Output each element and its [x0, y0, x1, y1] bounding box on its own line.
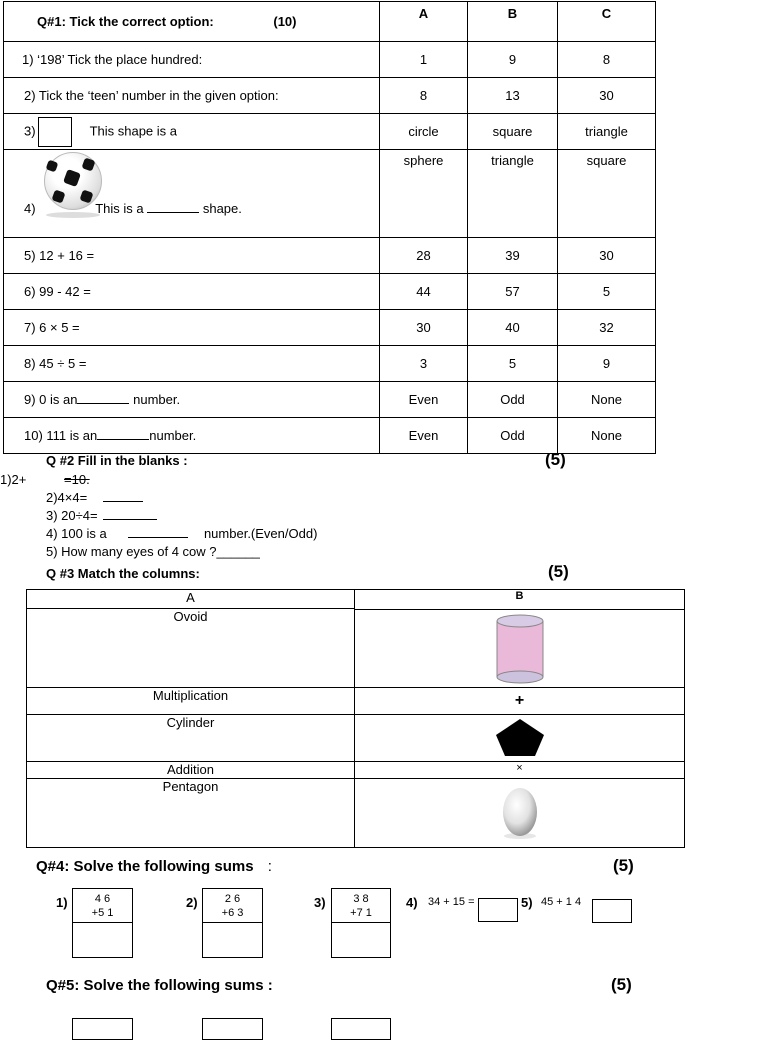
q1-marks: (10): [273, 14, 297, 29]
cylinder-icon: [490, 612, 550, 684]
q2-title: Q #2 Fill in the blanks :: [46, 453, 188, 468]
q1-question-8: 8) 45 ÷ 5 =: [4, 346, 380, 382]
q5-title: Q#5: Solve the following sums :: [46, 977, 273, 994]
q1-row1-opt-a[interactable]: 1: [380, 42, 468, 78]
q1-row-9: [4, 382, 656, 418]
q1-row1-opt-b[interactable]: 9: [468, 42, 558, 78]
q1-question-2: 2) Tick the ‘teen’ number in the given option:: [4, 78, 380, 114]
q1-question-5: 5) 12 + 16 =: [4, 238, 380, 274]
q1-row6-opt-b[interactable]: 57: [468, 274, 558, 310]
q5-box-3[interactable]: [331, 1018, 391, 1040]
q4-sum3-line1: 3 8: [353, 893, 369, 905]
q4-marks: (5): [613, 856, 634, 875]
q3-a-ovoid[interactable]: Ovoid: [27, 609, 355, 688]
q3-b-pentagon-cell[interactable]: [355, 715, 685, 762]
q3-title: Q #3 Match the columns:: [46, 566, 200, 581]
q1-row4-opt-c[interactable]: square: [558, 150, 656, 238]
q3-a-addition[interactable]: Addition: [27, 762, 355, 779]
q1-row6-opt-c[interactable]: 5: [558, 274, 656, 310]
q5-box-1[interactable]: [72, 1018, 133, 1040]
q3-a-multiplication[interactable]: Multiplication: [27, 688, 355, 715]
q4-sum1-num: 1): [56, 895, 68, 910]
q1-q4-blank: [147, 212, 199, 213]
q3-col-b-header: B: [355, 590, 685, 609]
q1-q4-num: 4): [24, 201, 36, 216]
q3-a-cylinder[interactable]: Cylinder: [27, 715, 355, 762]
q1-row9-opt-a[interactable]: Even: [380, 382, 468, 418]
q3-line-top-left: [355, 609, 684, 610]
q1-question-4: [4, 150, 380, 238]
q1-question-10: [4, 418, 380, 454]
q1-row-7: [4, 310, 656, 346]
q4-title-colon: :: [267, 858, 272, 875]
q1-row5-opt-a[interactable]: 28: [380, 238, 468, 274]
q1-question-3: [4, 114, 380, 150]
q1-row-4: [4, 150, 656, 238]
q1-row10-opt-b[interactable]: Odd: [468, 418, 558, 454]
q1-row8-opt-a[interactable]: 3: [380, 346, 468, 382]
q5-box-2[interactable]: [202, 1018, 263, 1040]
q1-q9-tail: number.: [133, 392, 181, 407]
q1-q9-blank: [77, 403, 129, 404]
q1-row7-opt-b[interactable]: 40: [468, 310, 558, 346]
q1-row7-opt-a[interactable]: 30: [380, 310, 468, 346]
q2-i4-blank: [128, 537, 188, 538]
q1-row8-opt-c[interactable]: 9: [558, 346, 656, 382]
q4-title: [36, 858, 272, 875]
q4-sum2-lines: [203, 889, 262, 923]
q4-sum5-num: 5): [521, 895, 533, 910]
q3-a-pentagon[interactable]: Pentagon: [27, 779, 355, 848]
q3-b-times[interactable]: ×: [355, 762, 685, 779]
q1-row-10: [4, 418, 656, 454]
q1-title: Q#1: Tick the correct option:: [37, 14, 214, 29]
q1-q4-tail: shape.: [202, 201, 242, 216]
q1-row5-opt-c[interactable]: 30: [558, 238, 656, 274]
q2-item-5: [46, 544, 260, 559]
q4-sum4-text: 34 + 15 =: [428, 896, 475, 908]
q1-q4-line: [24, 201, 242, 216]
q1-q3-text: This shape is a: [89, 122, 177, 138]
q1-row7-opt-c[interactable]: 32: [558, 310, 656, 346]
q1-question-7: 7) 6 × 5 =: [4, 310, 380, 346]
q2-i4-text: 4) 100 is a: [46, 526, 107, 541]
q1-q10-tail: number.: [149, 428, 197, 443]
col-c-header: C: [558, 2, 656, 42]
q2-i1-end: =10.: [64, 472, 90, 487]
q4-sum1-line1: 4 6: [94, 893, 111, 905]
q3-col-a-header: A: [27, 590, 355, 609]
q3-table: [26, 589, 685, 848]
q1-row3-opt-c[interactable]: triangle: [558, 114, 656, 150]
q1-title-cell: [4, 2, 380, 42]
q4-sum3-lines: [332, 889, 390, 923]
q4-sum3-box[interactable]: [331, 888, 391, 958]
q3-row-4: [27, 762, 685, 779]
q4-sum1-line2: +5 1: [91, 907, 114, 919]
q5-marks: (5): [611, 975, 632, 994]
q1-table: [3, 1, 656, 454]
q1-row-6: [4, 274, 656, 310]
q2-i1-start: 1)2+: [0, 472, 27, 487]
q4-sum1-lines: [73, 889, 132, 923]
q3-row-2: [27, 688, 685, 715]
q2-i4-tail: number.(Even/Odd): [203, 526, 318, 541]
q3-header-row: [27, 590, 685, 609]
q2-i2-text: 2)4×4=: [46, 490, 88, 505]
q1-q9-text: 9) 0 is an: [24, 392, 78, 407]
q1-row-1: [4, 42, 656, 78]
q1-row3-opt-a[interactable]: circle: [380, 114, 468, 150]
q1-row-2: [4, 78, 656, 114]
q4-sum2-box[interactable]: [202, 888, 263, 958]
q3-row-5: [27, 779, 685, 848]
q1-row1-opt-c[interactable]: 8: [558, 42, 656, 78]
q4-title-text: Q#4: Solve the following sums: [36, 858, 254, 875]
q1-q3-num: 3): [24, 122, 36, 138]
q1-question-1: 1) ‘198’ Tick the place hundred:: [4, 42, 380, 78]
q2-item-2: [46, 490, 143, 505]
col-a-header: A: [380, 2, 468, 42]
q1-row-5: [4, 238, 656, 274]
col-b-header: B: [468, 2, 558, 42]
q3-b-plus[interactable]: +: [355, 688, 685, 715]
q2-i2-blank: [103, 501, 143, 502]
q1-row2-opt-c[interactable]: 30: [558, 78, 656, 114]
q1-question-9: [4, 382, 380, 418]
q3-row-3: [27, 715, 685, 762]
q4-sum2-line2: +6 3: [221, 907, 244, 919]
q3-row-1: [27, 609, 685, 688]
q4-sum4-num: 4): [406, 895, 418, 910]
q4-sum5-answer-box[interactable]: [592, 899, 632, 923]
q2-i5-blank: ______: [216, 544, 260, 559]
q1-row9-opt-b[interactable]: Odd: [468, 382, 558, 418]
q4-sum3-num: 3): [314, 895, 326, 910]
q1-header-row: [4, 2, 656, 42]
q1-row2-opt-a[interactable]: 8: [380, 78, 468, 114]
square-shape: [38, 117, 72, 147]
q1-row-8: [4, 346, 656, 382]
q1-q10-text: 10) 111 is an: [24, 428, 98, 443]
q4-sum1-box[interactable]: [72, 888, 133, 958]
q1-q10-blank: [97, 439, 149, 440]
q1-row3-opt-b[interactable]: square: [468, 114, 558, 150]
q2-i3-blank: [103, 519, 157, 520]
q4-sum3-line2: +7 1: [350, 907, 372, 919]
q2-item-1: [0, 472, 90, 487]
q1-row9-opt-c[interactable]: None: [558, 382, 656, 418]
q1-row4-opt-a[interactable]: sphere: [380, 150, 468, 238]
q3-marks: (5): [548, 562, 569, 581]
q2-i3-text: 3) 20÷4=: [46, 508, 98, 523]
q1-question-6: 6) 99 - 42 =: [4, 274, 380, 310]
q4-sum5-text: 45 + 1 4: [541, 896, 582, 908]
q2-item-4: [46, 526, 317, 541]
q1-row10-opt-a[interactable]: Even: [380, 418, 468, 454]
q4-sum4-answer-box[interactable]: [478, 898, 518, 922]
q2-item-3: [46, 508, 157, 523]
q1-row2-opt-b[interactable]: 13: [468, 78, 558, 114]
q1-row10-opt-c[interactable]: None: [558, 418, 656, 454]
q3-b-cylinder-cell[interactable]: [355, 609, 685, 688]
q1-row4-opt-b[interactable]: triangle: [468, 150, 558, 238]
pentagon-icon: [494, 717, 546, 757]
q1-row6-opt-a[interactable]: 44: [380, 274, 468, 310]
q1-row8-opt-b[interactable]: 5: [468, 346, 558, 382]
q1-row-3: [4, 114, 656, 150]
egg-icon: [498, 783, 542, 841]
q4-sum2-line1: 2 6: [224, 893, 241, 905]
q3-b-egg-cell[interactable]: [355, 779, 685, 848]
q1-q4-text: This is a: [95, 201, 144, 216]
q2-i5-text: 5) How many eyes of 4 cow ?: [46, 544, 217, 559]
q1-row5-opt-b[interactable]: 39: [468, 238, 558, 274]
q2-marks: (5): [545, 450, 566, 469]
q4-sum2-num: 2): [186, 895, 198, 910]
